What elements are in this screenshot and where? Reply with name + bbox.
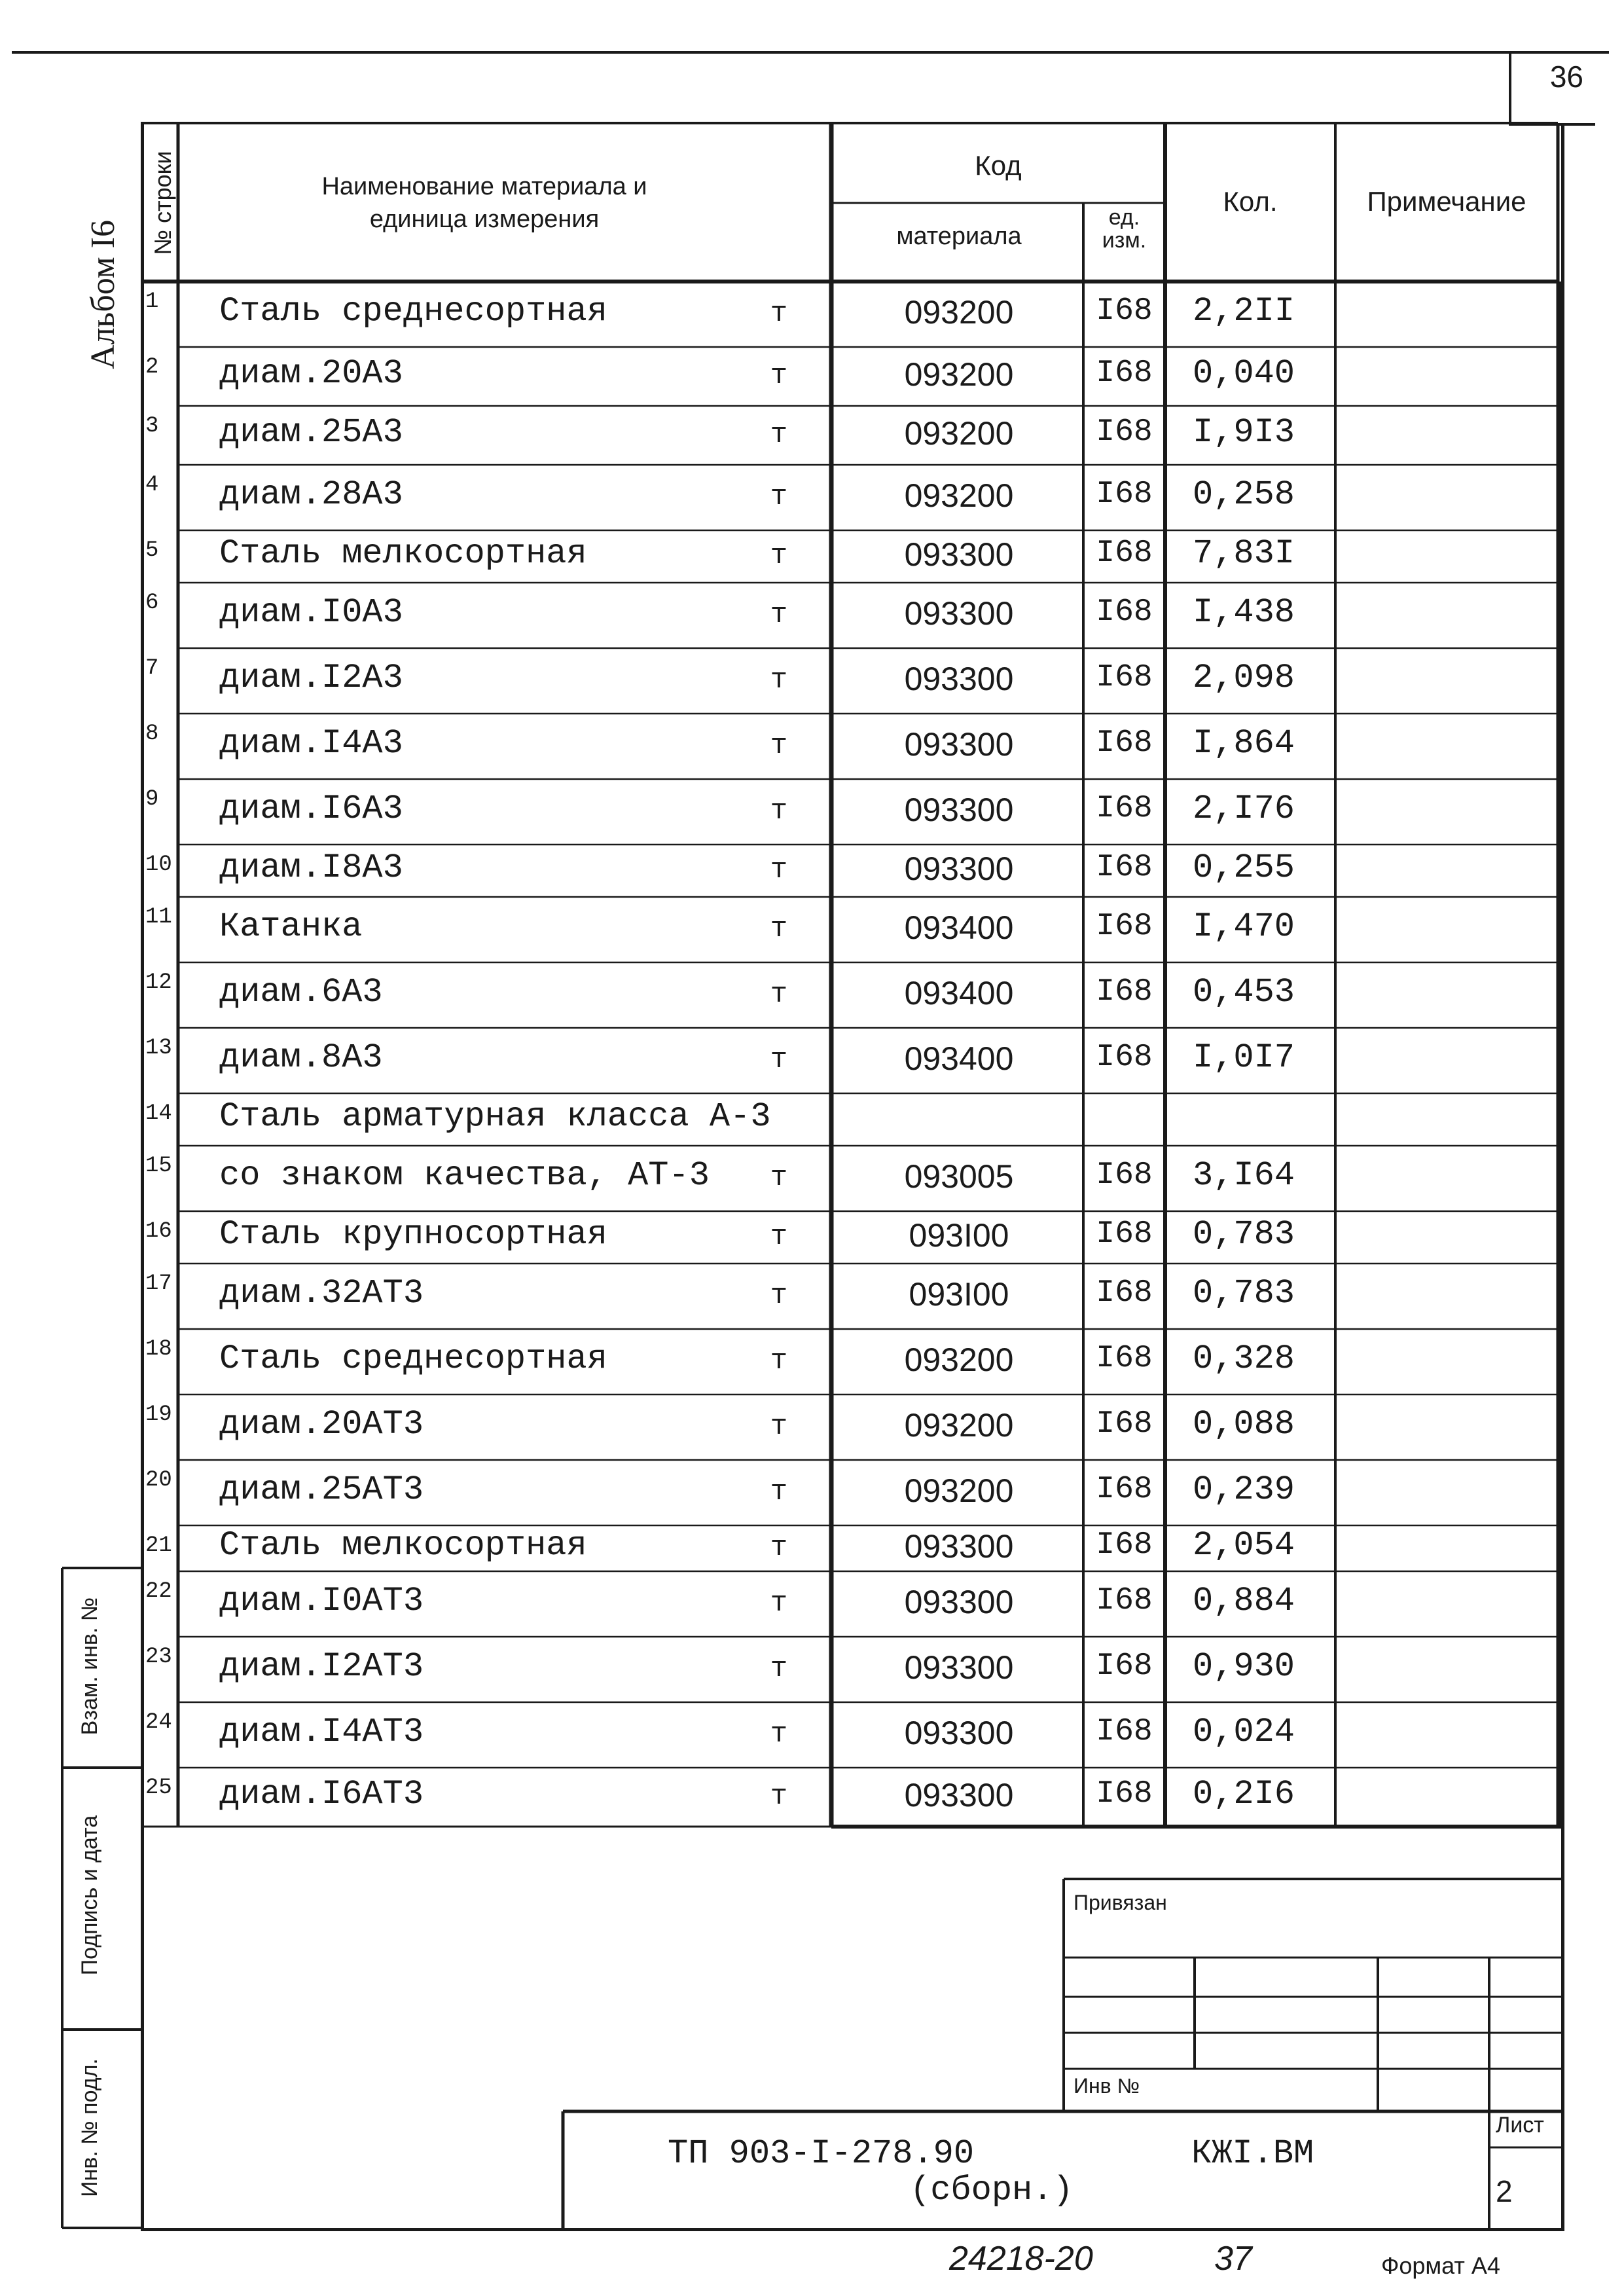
- tb-inv-no: Инв №: [1074, 2074, 1140, 2098]
- row-quantity: 2,2II: [1192, 292, 1295, 331]
- doc-sub: (сборн.): [910, 2171, 1074, 2210]
- row-quantity: 0,2I6: [1192, 1775, 1295, 1813]
- row-unit-code: I68: [1096, 1714, 1153, 1749]
- row-name: Сталь среднесортная: [219, 1339, 607, 1378]
- row-number: 5: [145, 538, 159, 563]
- row-unit-code: I68: [1096, 791, 1153, 826]
- row-unit-code: I68: [1096, 293, 1153, 329]
- row-quantity: 0,884: [1192, 1582, 1295, 1620]
- row-unit: т: [770, 729, 788, 762]
- row-unit-code: I68: [1096, 1649, 1153, 1684]
- row-number: 15: [145, 1154, 172, 1178]
- row-code: 093300: [904, 595, 1014, 632]
- row-name: диам.25А3: [219, 413, 403, 452]
- row-code: 093300: [904, 1528, 1014, 1565]
- row-code: 093400: [904, 975, 1014, 1011]
- row-unit-code: I68: [1096, 536, 1153, 571]
- row-name: диам.I2АТ3: [219, 1647, 424, 1686]
- row-name: диам.I4АТ3: [219, 1713, 424, 1751]
- row-quantity: 0,453: [1192, 973, 1295, 1011]
- row-unit: т: [770, 1531, 788, 1564]
- inventory-number: 24218-20: [949, 2240, 1093, 2278]
- header-unit-line2: изм.: [1102, 228, 1147, 253]
- row-number: 7: [145, 656, 159, 681]
- row-number: 3: [145, 414, 159, 439]
- row-unit-code: I68: [1096, 909, 1153, 944]
- row-quantity: 2,I76: [1192, 790, 1295, 828]
- row-quantity: 0,040: [1192, 354, 1295, 393]
- row-number: 4: [145, 473, 159, 498]
- row-name: диам.32АТ3: [219, 1274, 424, 1313]
- row-code: 093400: [904, 1040, 1014, 1077]
- row-code: 093300: [904, 661, 1014, 697]
- row-quantity: 0,930: [1192, 1647, 1295, 1686]
- row-code: 093200: [904, 1407, 1014, 1444]
- row-name: Сталь мелкосортная: [219, 1526, 587, 1565]
- row-name: диам.25АТ3: [219, 1470, 424, 1509]
- row-unit: т: [770, 1410, 788, 1443]
- row-unit-code: I68: [1096, 660, 1153, 695]
- row-number: 14: [145, 1101, 172, 1126]
- row-quantity: 3,I64: [1192, 1156, 1295, 1195]
- row-code: 093005: [904, 1158, 1014, 1195]
- row-name: диам.I2А3: [219, 659, 403, 697]
- format-label: Формат А4: [1381, 2252, 1500, 2279]
- row-unit-code: I68: [1096, 1406, 1153, 1442]
- row-number: 24: [145, 1710, 172, 1735]
- row-name: диам.20А3: [219, 354, 403, 393]
- row-unit: т: [770, 539, 788, 572]
- sheet-label: Лист: [1496, 2113, 1544, 2138]
- row-code: 093300: [904, 1715, 1014, 1751]
- row-name: диам.8А3: [219, 1038, 383, 1077]
- row-quantity: 0,255: [1192, 848, 1295, 887]
- row-code: 093300: [904, 850, 1014, 887]
- row-number: 6: [145, 591, 159, 615]
- row-unit-code: I68: [1096, 477, 1153, 512]
- row-name: Сталь мелкосортная: [219, 534, 587, 573]
- row-quantity: 2,054: [1192, 1526, 1295, 1565]
- row-name: Катанка: [219, 907, 363, 946]
- row-unit: т: [770, 1044, 788, 1076]
- row-number: 22: [145, 1579, 172, 1604]
- row-code: 093200: [904, 1472, 1014, 1509]
- row-number: 20: [145, 1468, 172, 1493]
- header-name-line2: единица измерения: [369, 206, 600, 233]
- doc-code: ТП 903-I-278.90: [668, 2134, 975, 2173]
- row-quantity: 7,83I: [1192, 534, 1295, 573]
- row-name: Сталь среднесортная: [219, 292, 607, 331]
- row-unit: т: [770, 418, 788, 451]
- tb-privyazan: Привязан: [1074, 1891, 1167, 1914]
- side-vzam: Взам. инв. №: [77, 1597, 102, 1736]
- row-unit-code: I68: [1096, 1216, 1153, 1252]
- row-unit: т: [770, 359, 788, 392]
- row-code: 093300: [904, 1649, 1014, 1686]
- header-qty: Кол.: [1223, 186, 1278, 217]
- row-quantity: I,470: [1192, 907, 1295, 946]
- header-unit-line1: ед.: [1108, 205, 1140, 230]
- row-name: диам.I0АТ3: [219, 1582, 424, 1620]
- side-inv-podl: Инв. № подл.: [77, 2058, 102, 2197]
- row-unit-code: I68: [1096, 1040, 1153, 1075]
- row-unit: т: [770, 854, 788, 886]
- row-unit-code: I68: [1096, 1275, 1153, 1311]
- header-code: Код: [975, 150, 1022, 181]
- row-quantity: I,9I3: [1192, 413, 1295, 452]
- row-unit-code: I68: [1096, 850, 1153, 885]
- row-name: диам.20АТ3: [219, 1405, 424, 1444]
- row-number: 9: [145, 787, 159, 812]
- row-name: со знаком качества, АТ-3: [219, 1156, 710, 1195]
- row-quantity: 0,024: [1192, 1713, 1295, 1751]
- row-code: 093400: [904, 909, 1014, 946]
- row-name: Сталь крупносортная: [219, 1215, 607, 1254]
- row-unit: т: [770, 481, 788, 513]
- row-name: диам.I8А3: [219, 848, 403, 887]
- row-quantity: 0,258: [1192, 475, 1295, 514]
- row-code: 093200: [904, 294, 1014, 331]
- row-unit: т: [770, 297, 788, 330]
- row-quantity: I,864: [1192, 724, 1295, 763]
- row-number: 11: [145, 905, 172, 930]
- row-quantity: 0,783: [1192, 1274, 1295, 1313]
- row-unit-code: I68: [1096, 1776, 1153, 1812]
- header-material: материала: [896, 223, 1022, 250]
- row-unit: т: [770, 1279, 788, 1312]
- row-quantity: I,438: [1192, 593, 1295, 632]
- header-note: Примечание: [1367, 186, 1526, 217]
- row-number: 23: [145, 1645, 172, 1669]
- row-unit-code: I68: [1096, 1472, 1153, 1507]
- row-unit-code: I68: [1096, 594, 1153, 630]
- row-code: 093300: [904, 1584, 1014, 1620]
- row-number: 21: [145, 1533, 172, 1558]
- row-unit: т: [770, 978, 788, 1011]
- sheet-value: 2: [1496, 2174, 1513, 2208]
- row-number: 12: [145, 970, 172, 995]
- row-unit: т: [770, 1587, 788, 1620]
- row-unit-code: I68: [1096, 1157, 1153, 1193]
- row-code: 093300: [904, 792, 1014, 828]
- row-code: 093300: [904, 536, 1014, 573]
- row-unit: т: [770, 795, 788, 828]
- header-row-num: № строки: [149, 151, 176, 255]
- row-quantity: 0,088: [1192, 1405, 1295, 1444]
- row-number: 25: [145, 1776, 172, 1800]
- row-unit-code: I68: [1096, 974, 1153, 1010]
- row-code: 093200: [904, 356, 1014, 393]
- row-name: диам.I6АТ3: [219, 1775, 424, 1813]
- row-unit-code: I68: [1096, 414, 1153, 450]
- row-name: диам.6А3: [219, 973, 383, 1011]
- row-quantity: I,0I7: [1192, 1038, 1295, 1077]
- row-unit: т: [770, 913, 788, 945]
- row-unit-code: I68: [1096, 1527, 1153, 1563]
- row-unit: т: [770, 1161, 788, 1194]
- row-number: 17: [145, 1271, 172, 1296]
- row-quantity: 0,239: [1192, 1470, 1295, 1509]
- row-unit: т: [770, 598, 788, 631]
- row-unit-code: I68: [1096, 725, 1153, 761]
- row-number: 18: [145, 1337, 172, 1362]
- row-quantity: 0,328: [1192, 1339, 1295, 1378]
- page-reference: 37: [1214, 2240, 1252, 2278]
- row-number: 10: [145, 852, 172, 877]
- row-unit: т: [770, 1780, 788, 1813]
- row-unit: т: [770, 1220, 788, 1253]
- row-unit-code: I68: [1096, 1583, 1153, 1618]
- row-number: 16: [145, 1219, 172, 1244]
- row-quantity: 0,783: [1192, 1215, 1295, 1254]
- row-name: диам.I6А3: [219, 790, 403, 828]
- page-number: 36: [1549, 60, 1583, 94]
- row-code: 093300: [904, 1777, 1014, 1813]
- row-code: 093300: [904, 726, 1014, 763]
- row-number: 13: [145, 1036, 172, 1061]
- row-unit: т: [770, 1476, 788, 1508]
- header-name-line1: Наименование материала и: [321, 173, 647, 200]
- row-unit-code: I68: [1096, 355, 1153, 391]
- row-name: диам.28А3: [219, 475, 403, 514]
- row-unit-code: I68: [1096, 1341, 1153, 1376]
- row-number: 8: [145, 721, 159, 746]
- row-code: 093200: [904, 415, 1014, 452]
- row-code: 093I00: [909, 1276, 1009, 1313]
- row-unit: т: [770, 664, 788, 697]
- row-unit: т: [770, 1718, 788, 1751]
- row-number: 1: [145, 289, 159, 314]
- row-unit: т: [770, 1345, 788, 1377]
- row-code: 093I00: [909, 1217, 1009, 1254]
- row-code: 093200: [904, 477, 1014, 514]
- row-number: 19: [145, 1402, 172, 1427]
- row-name: диам.I4А3: [219, 724, 403, 763]
- row-number: 2: [145, 355, 159, 380]
- album-label: Альбом I6: [84, 220, 122, 369]
- row-name: Сталь арматурная класса А-3: [219, 1097, 771, 1136]
- row-unit: т: [770, 1652, 788, 1685]
- row-name: диам.I0А3: [219, 593, 403, 632]
- doc-mark: КЖI.ВМ: [1191, 2134, 1314, 2173]
- row-code: 093200: [904, 1341, 1014, 1378]
- side-podpis: Подпись и дата: [77, 1815, 102, 1976]
- row-quantity: 2,098: [1192, 659, 1295, 697]
